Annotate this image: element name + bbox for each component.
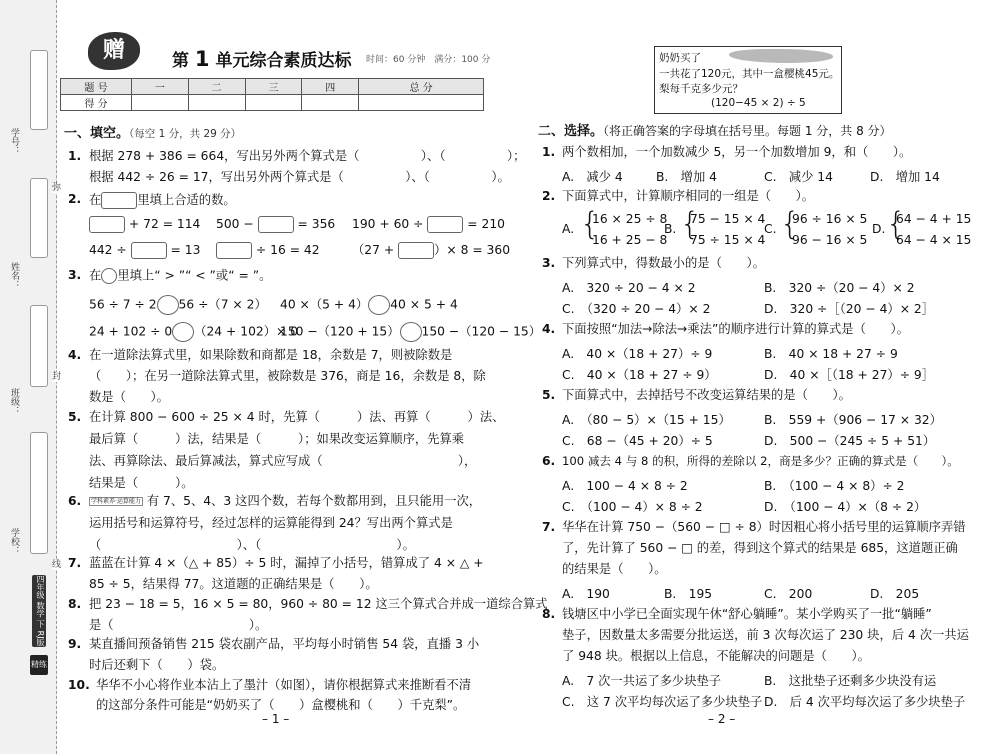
brace-icon: { xyxy=(580,206,600,242)
rq8-option-b[interactable]: B. 这批垫子还剩多少块没有运 xyxy=(764,674,937,688)
question-number: 1. xyxy=(68,149,82,163)
page-title xyxy=(172,46,351,71)
section2-note: （将正确答案的字母填在括号里。每题 1 分，共 8 分） xyxy=(603,124,892,138)
rq3-stem: 下列算式中，得数最小的是（ ）。 xyxy=(562,256,765,270)
question-number: 9. xyxy=(68,637,82,651)
problem-box-line1: 奶奶买了 xyxy=(659,52,701,64)
score-header-cell: 总 分 xyxy=(359,79,484,95)
question-number: 3. xyxy=(542,256,556,270)
rq8-line1: 钱塘区中小学已全面实现午休“舒心躺睡”。某小学购买了一批“躺睡” xyxy=(562,607,932,621)
q5-line3: 法、再算除法、最后算减法，算式应写成（ ）， xyxy=(89,454,477,468)
rq8-option-d[interactable]: D. 后 4 次平均每次运了多少块垫子 xyxy=(764,695,966,709)
rq2-option-b2: 75 ÷ 15 × 4 xyxy=(690,233,766,247)
rq7-option-c[interactable]: C. 200 xyxy=(764,587,813,601)
rq6-option-d[interactable]: D. （100 − 4）×（8 ÷ 2） xyxy=(764,500,927,514)
q9-line2: 时后还剩下（ ）袋。 xyxy=(89,658,225,672)
q2-eq2-a: 500 − xyxy=(216,217,254,231)
q2-eq3-a: 190 + 60 ÷ xyxy=(352,217,424,231)
score-header-cell: 三 xyxy=(245,79,302,95)
answer-box[interactable] xyxy=(258,216,294,233)
rq2-option-c2: 96 − 16 × 5 xyxy=(792,233,868,247)
rq1-option-a[interactable]: A. 减少 4 xyxy=(562,170,623,184)
rq4-option-b[interactable]: B. 40 × 18 + 27 ÷ 9 xyxy=(764,347,898,361)
rq8-line2: 垫子，因数量太多需要分批运送，前 3 次每次运了 230 块，后 4 次一共运 xyxy=(562,628,969,642)
rq2-option-d-label[interactable]: D. xyxy=(872,222,886,236)
rq6-option-c[interactable]: C. （100 − 4）× 8 ÷ 2 xyxy=(562,500,703,514)
rq5-option-c[interactable]: C. 68 −（45 + 20）÷ 5 xyxy=(562,434,713,448)
brace-icon: { xyxy=(680,206,700,242)
q2-stem-a: 在 xyxy=(89,193,102,207)
question-number: 8. xyxy=(68,597,82,611)
rq4-option-c[interactable]: C. 40 ×（18 + 27 ÷ 9） xyxy=(562,368,717,382)
rq6-option-b[interactable]: B. （100 − 4 × 8）÷ 2 xyxy=(764,479,905,493)
question-number: 5. xyxy=(68,410,82,424)
section1-note: （每空 1 分，共 29 分） xyxy=(129,128,242,140)
q6-line1-text: 有 7、5、4、3 这四个数，若每个数都用到，且只能用一次， xyxy=(146,494,482,508)
question-number: 4. xyxy=(542,322,556,336)
q3-eq1 xyxy=(89,295,267,315)
question-number: 7. xyxy=(68,556,82,570)
brand-logo: 精练 xyxy=(30,655,48,675)
q2-eq3 xyxy=(352,216,505,233)
q3-eq2 xyxy=(280,295,458,315)
class-box[interactable] xyxy=(30,305,48,387)
rq3-option-b[interactable]: B. 320 ÷（20 − 4）× 2 xyxy=(764,281,915,295)
page-number-right: – 2 – xyxy=(708,712,736,726)
score-cell[interactable] xyxy=(132,95,189,111)
title-prefix: 第 xyxy=(172,51,189,71)
rq5-option-d[interactable]: D. 500 −（245 ÷ 5 + 51） xyxy=(764,434,936,448)
score-cell[interactable] xyxy=(302,95,359,111)
q9-line1: 某直播间预备销售 215 袋农副产品，平均每小时销售 54 袋，直播 3 小 xyxy=(89,637,480,651)
rq7-option-a[interactable]: A. 190 xyxy=(562,587,610,601)
compare-circle xyxy=(101,268,117,284)
name-box[interactable] xyxy=(30,178,48,258)
rq8-option-c[interactable]: C. 这 7 次平均每次运了多少块垫子 xyxy=(562,695,763,709)
title-number: 1 xyxy=(194,47,210,71)
q3-eq1-b: 56 ÷（7 × 2） xyxy=(178,297,267,312)
section2-title: 二、选择。 xyxy=(538,124,604,139)
q4-line3: 数是（ ）。 xyxy=(89,390,169,404)
q2-stem xyxy=(89,192,236,209)
rq6-stem: 100 减去 4 与 8 的积，所得的差除以 2，商是多少？正确的算式是（ ）。 xyxy=(562,454,959,468)
score-cell[interactable] xyxy=(359,95,484,111)
question-number: 2. xyxy=(68,192,82,206)
name-label: 姓名： xyxy=(9,262,19,289)
answer-box[interactable] xyxy=(89,216,125,233)
rq1-option-c[interactable]: C. 减少 14 xyxy=(764,170,833,184)
rq4-option-a[interactable]: A. 40 ×（18 + 27）÷ 9 xyxy=(562,347,713,361)
q2-stem-b: 里填上合适的数。 xyxy=(137,193,236,207)
rq3-option-d[interactable]: D. 320 ÷［（20 − 4）× 2］ xyxy=(764,302,935,316)
rq3-option-c[interactable]: C. （320 ÷ 20 − 4）× 2 xyxy=(562,302,711,316)
answer-box[interactable] xyxy=(427,216,463,233)
rq6-option-a[interactable]: A. 100 − 4 × 8 ÷ 2 xyxy=(562,479,688,493)
compare-circle[interactable] xyxy=(400,322,422,342)
q5-line2: 最后算（ ）法，结果是（ ）；如果改变运算顺序，先算乘 xyxy=(89,432,465,446)
title-suffix: 单元综合素质达标 xyxy=(215,51,352,71)
q3-stem-b: 里填上“ > ”“ < ”或“ = ”。 xyxy=(117,268,272,283)
rq1-stem: 两个数相加，一个加数减少 5，另一个加数增加 9，和（ ）。 xyxy=(562,145,912,159)
q7-line2: 85 ÷ 5，结果得 77。这道题的正确结果是（ ）。 xyxy=(89,577,378,591)
compare-circle[interactable] xyxy=(368,295,390,315)
school-label: 学校： xyxy=(9,528,19,555)
q8-line2: 是（ ）。 xyxy=(89,618,268,632)
school-box[interactable] xyxy=(30,432,48,554)
q3-stem-a: 在 xyxy=(89,268,102,283)
gift-badge: 赠 xyxy=(88,32,140,70)
q6-line3: （ ）、（ ）。 xyxy=(89,538,415,552)
rq2-option-a2: 16 + 25 − 8 xyxy=(592,233,668,247)
student-number-box[interactable] xyxy=(30,50,48,130)
q2-eq2-b: = 356 xyxy=(297,217,336,231)
q2-eq4-b: = 13 xyxy=(170,243,201,257)
q6-line1 xyxy=(89,494,481,509)
question-number: 5. xyxy=(542,388,556,402)
question-number: 4. xyxy=(68,348,82,362)
q6-line2: 运用括号和运算符号，经过怎样的运算能得到 24？写出两个算式是 xyxy=(89,516,453,530)
rq3-option-a[interactable]: A. 320 ÷ 20 − 4 × 2 xyxy=(562,281,696,295)
grade-label: 四年级 数学 下 RJ版 xyxy=(32,575,46,647)
brace-icon: { xyxy=(886,206,906,242)
answer-box[interactable] xyxy=(131,242,167,259)
q5-line4: 结果是（ ）。 xyxy=(89,476,194,490)
section1-title: 一、填空。 xyxy=(64,126,130,141)
q2-eq4 xyxy=(89,242,200,259)
exam-meta: 时间：60 分钟 满分：100 分 xyxy=(366,55,491,65)
q3-eq3-a: 24 + 102 ÷ 0 xyxy=(89,324,173,339)
score-header-cell: 四 xyxy=(302,79,359,95)
rq7-line2: 了，先计算了 560 − □ 的差，得到这个算式的结果是 685，这道题正确 xyxy=(562,541,958,555)
q3-eq4-b: 150 −（120 − 15） xyxy=(421,324,542,339)
q3-eq3-b: （24 + 102）× 0 xyxy=(194,324,299,339)
q10-line2: 的这部分条件可能是“奶奶买了（ ）盒樱桃和（ ）千克梨”。 xyxy=(96,698,466,712)
q5-line1: 在计算 800 − 600 ÷ 25 × 4 时，先算（ ）法、再算（ ）法、 xyxy=(89,410,505,424)
score-header-cell: 题 号 xyxy=(61,79,132,95)
rq7-option-d[interactable]: D. 205 xyxy=(870,587,920,601)
rq7-option-b[interactable]: B. 195 xyxy=(664,587,713,601)
rq4-stem: 下面按照“加法→除法→乘法”的顺序进行计算的算式是（ ）。 xyxy=(562,322,909,336)
q10-line1: 华华不小心将作业本沾上了墨汁（如图），请你根据算式来推断看不清 xyxy=(96,678,472,692)
question-number: 8. xyxy=(542,607,556,621)
rq5-option-b[interactable]: B. 559 +（906 − 17 × 32） xyxy=(764,413,942,427)
cut-mark-xian: 线 xyxy=(52,560,62,570)
ink-stain xyxy=(729,49,833,63)
problem-box-line4: (120−45 × 2) ÷ 5 xyxy=(711,97,806,109)
q2-eq6 xyxy=(352,242,510,259)
q1-line1: 根据 278 + 386 = 664，写出另外两个算式是（ ）、（ ）； xyxy=(89,149,526,163)
q3-eq1-a: 56 ÷ 7 ÷ 2 xyxy=(89,297,157,312)
q7-line1: 蓝蓝在计算 4 ×（△ + 85）÷ 5 时，漏掉了小括号，错算成了 4 × △ + xyxy=(89,556,484,570)
rq7-line3: 的结果是（ ）。 xyxy=(562,562,667,576)
q1-line2: 根据 442 ÷ 26 = 17，写出另外两个算式是（ ）、（ ）。 xyxy=(89,170,510,184)
question-number: 10. xyxy=(68,678,90,692)
binding-strip xyxy=(0,0,62,754)
rq4-option-d[interactable]: D. 40 ×［（18 + 27）÷ 9］ xyxy=(764,368,935,382)
ink-problem-box xyxy=(654,46,842,114)
skill-tag: 学科素养·运算能力 xyxy=(91,497,141,505)
section2-heading xyxy=(538,124,892,139)
answer-box[interactable] xyxy=(398,242,434,259)
rq2-option-c1: 96 ÷ 16 × 5 xyxy=(792,212,868,226)
q3-eq4 xyxy=(280,322,541,342)
q2-eq6-a: （27 + xyxy=(352,243,395,257)
score-cell[interactable] xyxy=(245,95,302,111)
q2-eq2 xyxy=(216,216,335,233)
score-header-cell: 一 xyxy=(132,79,189,95)
score-header-cell: 二 xyxy=(188,79,245,95)
q2-eq1 xyxy=(89,216,200,233)
q2-eq3-b: = 210 xyxy=(467,217,505,231)
class-label: 班级： xyxy=(9,388,19,415)
q2-eq4-a: 442 ÷ xyxy=(89,243,127,257)
problem-box-line2: 一共花了120元，其中一盒樱桃45元。 xyxy=(659,68,840,80)
section1-heading xyxy=(64,126,241,141)
cut-mark-mi: 弥 xyxy=(52,183,62,193)
rq1-option-b[interactable]: B. 增加 4 xyxy=(656,170,717,184)
score-row-label: 得 分 xyxy=(61,95,132,111)
rq5-stem: 下面算式中，去掉括号不改变运算结果的是（ ）。 xyxy=(562,388,851,402)
q2-eq5 xyxy=(216,242,320,259)
q4-line2: （ ）；在另一道除法算式里，被除数是 376，商是 16，余数是 8，除 xyxy=(89,369,486,383)
rq7-line1: 华华在计算 750 −（560 − □ ÷ 8）时因粗心将小括号里的运算顺序弄错 xyxy=(562,520,966,534)
rq8-option-a[interactable]: A. 7 次一共运了多少块垫子 xyxy=(562,674,722,688)
problem-box-line3: 梨每千克多少元？ xyxy=(659,83,743,95)
q3-eq2-b: 40 × 5 + 4 xyxy=(390,297,458,312)
q3-stem xyxy=(89,268,271,284)
q4-line1: 在一道除法算式里，如果除数和商都是 18，余数是 7，则被除数是 xyxy=(89,348,453,362)
question-number: 7. xyxy=(542,520,556,534)
rq2-option-d2: 64 − 4 × 15 xyxy=(896,233,972,247)
rq2-stem: 下面算式中，计算顺序相同的一组是（ ）。 xyxy=(562,189,815,203)
question-number: 6. xyxy=(68,494,82,508)
brace-icon: { xyxy=(780,206,800,242)
q3-eq3 xyxy=(89,322,298,342)
question-number: 2. xyxy=(542,189,556,203)
rq2-option-a1: 16 × 25 ÷ 8 xyxy=(592,212,668,226)
q2-eq6-b: ）× 8 = 360 xyxy=(434,243,511,257)
answer-box xyxy=(101,192,137,209)
rq2-option-b-label[interactable]: B. xyxy=(664,222,677,236)
rq5-option-a[interactable]: A. （80 − 5）×（15 + 15） xyxy=(562,413,731,427)
compare-circle[interactable] xyxy=(172,322,194,342)
student-number-label: 学号： xyxy=(9,128,19,155)
compare-circle[interactable] xyxy=(157,295,179,315)
rq2-option-d1: 64 − 4 + 15 xyxy=(896,212,972,226)
rq2-option-b1: 75 − 15 × 4 xyxy=(690,212,766,226)
answer-box[interactable] xyxy=(216,242,252,259)
rq8-line3: 了 948 块。根据以上信息，不能解决的问题是（ ）。 xyxy=(562,649,870,663)
rq2-option-c-label[interactable]: C. xyxy=(764,222,777,236)
q8-line1: 把 23 − 18 = 5，16 × 5 = 80，960 ÷ 80 = 12 这三个算式合并成一道综合算式 xyxy=(89,597,548,611)
rq1-option-d[interactable]: D. 增加 14 xyxy=(870,170,940,184)
score-cell[interactable] xyxy=(188,95,245,111)
question-number: 1. xyxy=(542,145,556,159)
q3-eq4-a: 150 −（120 + 15） xyxy=(280,324,400,339)
cut-mark-feng: 封 xyxy=(52,372,62,382)
q3-eq2-a: 40 ×（5 + 4） xyxy=(280,297,369,312)
q2-eq1-text: + 72 = 114 xyxy=(128,217,201,231)
question-number: 3. xyxy=(68,268,82,282)
score-table xyxy=(60,78,484,111)
question-number: 6. xyxy=(542,454,556,468)
rq2-option-a-label[interactable]: A. xyxy=(562,222,575,236)
page-number-left: – 1 – xyxy=(262,712,290,726)
q2-eq5-text: ÷ 16 = 42 xyxy=(255,243,320,257)
